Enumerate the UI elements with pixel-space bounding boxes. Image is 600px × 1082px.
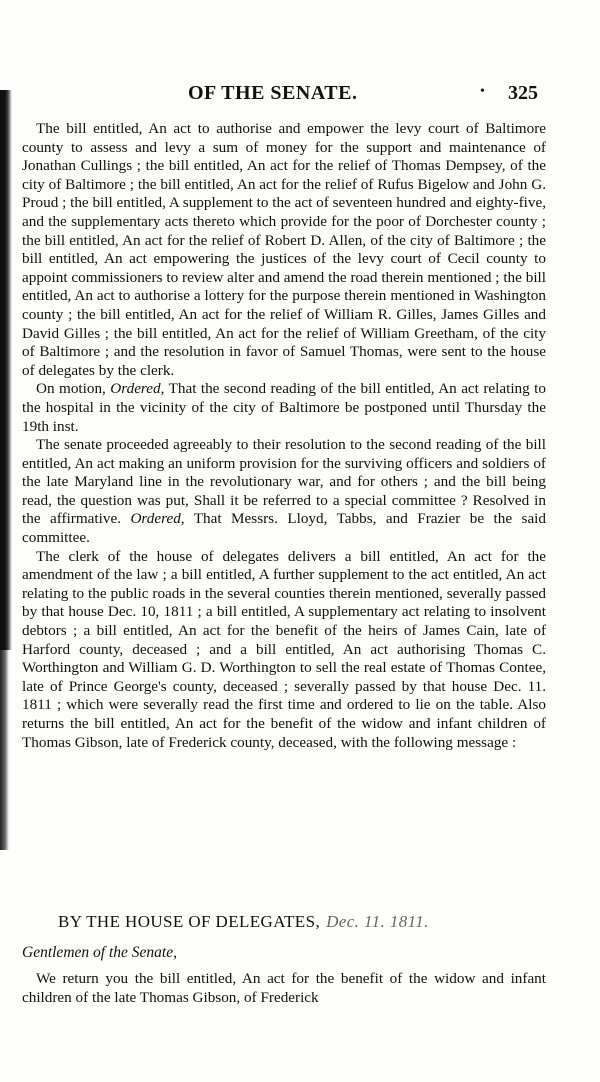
salutation: Gentlemen of the Senate, — [22, 944, 177, 961]
ordered-italic: Ordered, — [130, 510, 185, 528]
paragraph-committee — [22, 436, 546, 548]
header-mark: • — [480, 84, 485, 99]
paragraph-rest: That Messrs. Lloyd, Tabbs, and Frazier be the said committee. — [22, 510, 546, 547]
section-heading-text: BY THE HOUSE OF DELEGATES, — [58, 912, 321, 931]
paragraph-delegates-bills: The clerk of the house of delegates delivers a bill entitled, An act for the amendment of the law ; a bill entitled, A further supplement to the act entitled, An act relating to the public roads in the several counties therein mentioned, severally passed by that house Dec. 10, 1811 ; a bill entitled, A supplementary act relating to insolvent debtors ; a bill entitled, An act for the benefit of the heirs of James Cain, late of Harford county, deceased ; and a bill entitled, An act authorising Thomas C. Worthington and William G. D. Worthington to sell the real estate of Thomas Contee, late of Prince George's county, deceased ; severally passed by that house Dec. 11. 1811 ; which were severally read the first time and ordered to lie on the table. Also returns the bill entitled, An act for the benefit of the widow and infant children of Thomas Gibson, late of Frederick county, deceased, with the following message : — [22, 547, 546, 751]
page-spine-shadow-lower — [0, 650, 9, 850]
paragraph-lead: The senate proceeded agreeably to their resolution to the second reading of the bill entitled, An act making an uniform provision for the surviving officers and soldiers of the late Maryland line in the revolutionary war, and for others ; and the bill being read, the question was put, Shall it be referred to a special committee ? Resolved in the affirmative. — [22, 436, 546, 528]
journal-body — [22, 120, 546, 752]
paragraph-lead: On motion, — [36, 380, 111, 398]
message-text: We return you the bill entitled, An act for the benefit of the widow and infant children of the late Thomas Gibson, of Frederick — [22, 970, 546, 1006]
running-title: OF THE SENATE. — [188, 82, 358, 104]
paragraph-postponement — [22, 380, 546, 436]
section-heading — [58, 912, 429, 932]
page-header — [0, 82, 600, 112]
page-spine-shadow — [0, 90, 12, 650]
section-heading-date: Dec. 11. 1811. — [326, 912, 429, 931]
page-number: 325 — [508, 82, 538, 104]
paragraph-bills-sent: The bill entitled, An act to authorise and empower the levy court of Baltimore county to assess and levy a sum of money for the support and maintenance of Jonathan Cullings ; the bill entitled, An act for the relief of Thomas Dempsey, of the city of Baltimore ; the bill entitled, An act for the relief of Rufus Bigelow and John G. Proud ; the bill entitled, A supplement to the act of seventeen hundred and eighty-five, and the supplementary acts thereto which provide for the poor of Dorchester county ; the bill entitled, An act for the relief of Robert D. Allen, of the city of Baltimore ; the bill entitled, An act empowering the justices of the levy court of Cecil county to appoint commissioners to review alter and amend the road therein mentioned ; the bill entitled, An act to authorise a lottery for the purpose therein mentioned in Washington county ; the bill entitled, An act for the relief of William R. Gilles, James Gilles and David Gilles ; the bill entitled, An act for the relief of William Greetham, of the city of Baltimore ; and the resolution in favor of Samuel Thomas, were sent to the house of delegates by the clerk. — [22, 120, 546, 379]
paragraph-rest: That the second reading of the bill entitled, An act relating to the hospital in the vicinity of the city of Baltimore be postponed until Thursday the 19th inst. — [22, 380, 546, 435]
ordered-italic: Ordered, — [110, 380, 165, 398]
